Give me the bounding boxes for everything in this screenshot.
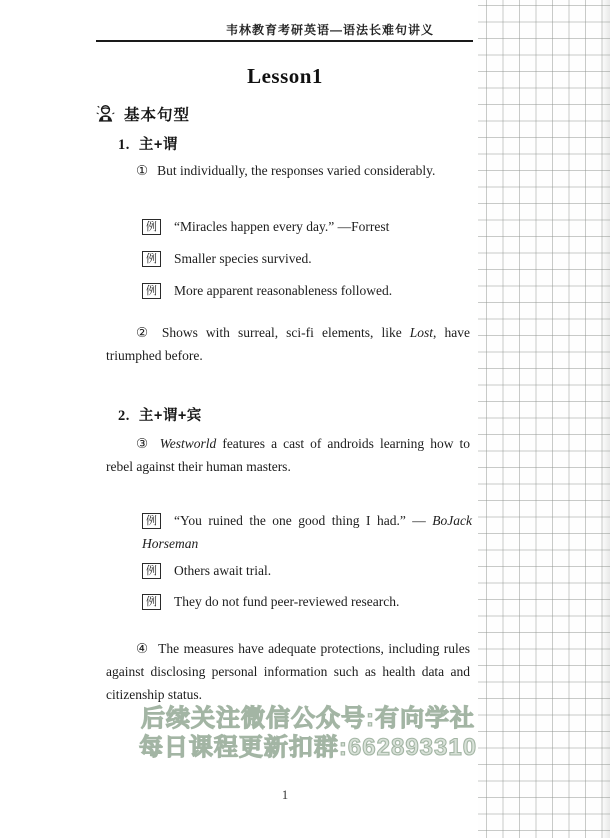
heading-number: 2. — [118, 408, 130, 424]
heading-label: 主+谓 — [138, 137, 178, 153]
example-text: Smaller species survived. — [174, 251, 312, 266]
example-box-label: 例 — [142, 251, 161, 267]
header-rule — [96, 40, 473, 42]
watermark-line-1: 后续关注微信公众号:有向学社 — [141, 705, 475, 732]
example-text: They do not fund peer-reviewed research. — [174, 594, 400, 609]
example-text: “You ruined the one good thing I had.” — BoJack Horseman — [142, 513, 472, 551]
circled-number-1: ① — [136, 163, 149, 178]
example-row — [142, 509, 472, 555]
example-box-label: 例 — [142, 513, 161, 529]
example-row — [142, 247, 472, 270]
heading-label: 主+谓+宾 — [138, 408, 202, 424]
sentence-text: Westworld features a cast of androids learning how to rebel against their human masters. — [106, 436, 470, 474]
example-text: More apparent reasonableness followed. — [174, 283, 393, 298]
example-row — [142, 590, 472, 613]
graph-paper-background — [478, 0, 610, 838]
example-box-label: 例 — [142, 594, 161, 610]
document-header: 韦林教育考研英语—语法长难句讲义 — [225, 23, 434, 37]
example-text: “Miracles happen every day.” —Forrest — [174, 219, 390, 234]
page-title: Lesson1 — [247, 64, 323, 88]
example-text: Others await trial. — [174, 563, 272, 578]
sentence-text: But individually, the responses varied considerably. — [157, 163, 436, 178]
example-box-label: 例 — [142, 563, 161, 579]
person-icon — [94, 102, 117, 125]
sentence-1 — [106, 159, 470, 182]
watermark — [124, 704, 492, 762]
circled-number-3: ③ — [136, 436, 151, 451]
example-box-label: 例 — [142, 283, 161, 299]
example-row — [142, 279, 472, 302]
sentence-4 — [106, 637, 470, 706]
page-number: 1 — [281, 788, 289, 802]
heading-subject-predicate-object — [118, 404, 202, 425]
sentence-text: Shows with surreal, sci-fi elements, like Lost, have triumphed before. — [106, 325, 470, 363]
sentence-2 — [106, 321, 470, 367]
watermark-line-2: 每日课程更新扣群:662893310 — [138, 734, 478, 761]
example-row — [142, 559, 472, 582]
section-header — [94, 102, 190, 125]
sentence-3 — [106, 432, 470, 478]
heading-number: 1. — [118, 137, 130, 153]
sentence-text: The measures have adequate protections, including rules against disclosing personal information such as health data and citizenship status. — [106, 641, 470, 702]
section-title: 基本句型 — [124, 106, 191, 124]
example-box-label: 例 — [142, 219, 161, 235]
circled-number-2: ② — [136, 325, 153, 340]
example-row — [142, 215, 472, 238]
circled-number-4: ④ — [136, 641, 150, 656]
heading-subject-predicate — [118, 133, 178, 154]
